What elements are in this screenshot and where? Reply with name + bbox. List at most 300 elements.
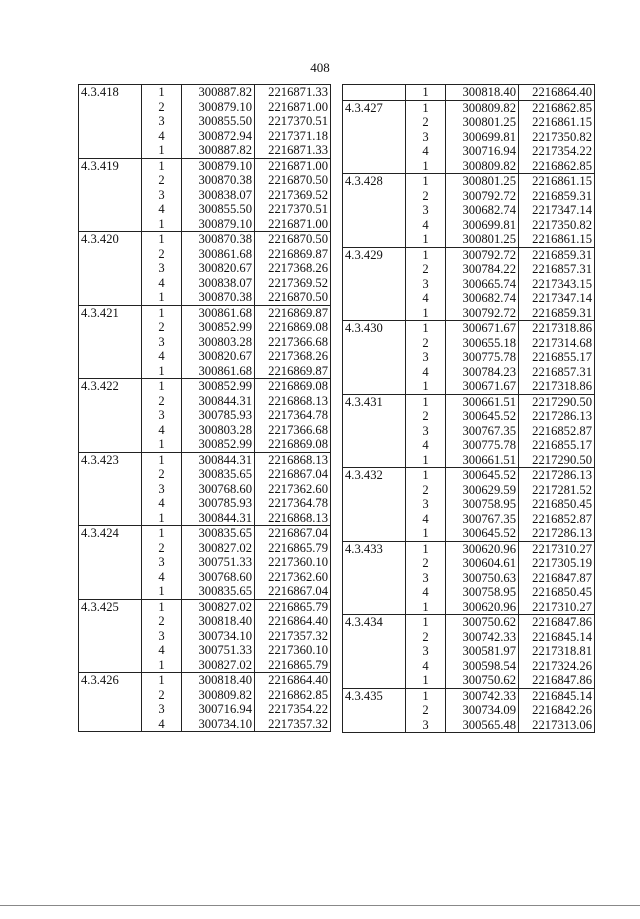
- table-row: [343, 497, 595, 512]
- table-row: [79, 511, 331, 526]
- section-number: [343, 336, 406, 351]
- y-coordinate: 2217310.27: [519, 541, 595, 556]
- point-number: 1: [406, 673, 446, 688]
- table-row: [79, 379, 331, 394]
- point-number: 1: [142, 452, 182, 467]
- y-coordinate: 2216869.08: [255, 437, 331, 452]
- x-coordinate: 300750.62: [446, 615, 519, 630]
- y-coordinate: 2216869.08: [255, 320, 331, 335]
- point-number: 4: [406, 512, 446, 527]
- point-number: 1: [406, 247, 446, 262]
- x-coordinate: 300887.82: [182, 143, 255, 158]
- section-number: [79, 702, 142, 717]
- table-row: [343, 262, 595, 277]
- point-number: 3: [406, 277, 446, 292]
- x-coordinate: 300655.18: [446, 336, 519, 351]
- section-number: [79, 290, 142, 305]
- y-coordinate: 2217364.78: [255, 496, 331, 511]
- y-coordinate: 2217286.13: [519, 409, 595, 424]
- y-coordinate: 2217366.68: [255, 335, 331, 350]
- section-number: [79, 614, 142, 629]
- table-row: [79, 467, 331, 482]
- table-row: [79, 408, 331, 423]
- y-coordinate: 2216845.14: [519, 688, 595, 703]
- x-coordinate: 300716.94: [446, 144, 519, 159]
- section-number: [79, 511, 142, 526]
- table-row: [79, 173, 331, 188]
- y-coordinate: 2217370.51: [255, 114, 331, 129]
- table-row: [79, 570, 331, 585]
- y-coordinate: 2217368.26: [255, 349, 331, 364]
- point-number: 4: [406, 585, 446, 600]
- x-coordinate: 300768.60: [182, 570, 255, 585]
- x-coordinate: 300682.74: [446, 203, 519, 218]
- section-number: [343, 409, 406, 424]
- y-coordinate: 2216859.31: [519, 247, 595, 262]
- x-coordinate: 300855.50: [182, 202, 255, 217]
- y-coordinate: 2216861.15: [519, 174, 595, 189]
- section-number: [79, 114, 142, 129]
- point-number: 4: [406, 291, 446, 306]
- point-number: 1: [406, 232, 446, 247]
- point-number: 1: [406, 379, 446, 394]
- section-number: [79, 688, 142, 703]
- table-row: [343, 144, 595, 159]
- point-number: 3: [142, 188, 182, 203]
- point-number: 2: [142, 394, 182, 409]
- table-row: [343, 174, 595, 189]
- y-coordinate: 2216862.85: [255, 688, 331, 703]
- point-number: 1: [142, 305, 182, 320]
- point-number: 3: [142, 702, 182, 717]
- table-row: [79, 335, 331, 350]
- y-coordinate: 2216867.04: [255, 584, 331, 599]
- point-number: 1: [406, 394, 446, 409]
- y-coordinate: 2216861.15: [519, 232, 595, 247]
- section-number: [343, 262, 406, 277]
- y-coordinate: 2216852.87: [519, 424, 595, 439]
- table-row: [79, 643, 331, 658]
- x-coordinate: 300820.67: [182, 349, 255, 364]
- point-number: 4: [142, 496, 182, 511]
- x-coordinate: 300699.81: [446, 130, 519, 145]
- x-coordinate: 300665.74: [446, 277, 519, 292]
- section-number: [79, 276, 142, 291]
- section-number: 4.3.425: [79, 599, 142, 614]
- table-row: [79, 584, 331, 599]
- point-number: 3: [406, 718, 446, 733]
- y-coordinate: 2217347.14: [519, 291, 595, 306]
- y-coordinate: 2217310.27: [519, 600, 595, 615]
- table-row: [79, 688, 331, 703]
- table-row: [343, 85, 595, 101]
- table-row: [79, 290, 331, 305]
- point-number: 4: [142, 202, 182, 217]
- point-number: 2: [406, 409, 446, 424]
- section-number: [343, 144, 406, 159]
- table-row: [343, 218, 595, 233]
- x-coordinate: 300620.96: [446, 541, 519, 556]
- point-number: 3: [142, 261, 182, 276]
- y-coordinate: 2216867.04: [255, 526, 331, 541]
- section-number: [343, 453, 406, 468]
- section-number: 4.3.428: [343, 174, 406, 189]
- x-coordinate: 300809.82: [182, 688, 255, 703]
- table-row: [79, 614, 331, 629]
- section-number: [79, 364, 142, 379]
- table-row: [343, 453, 595, 468]
- x-coordinate: 300784.22: [446, 262, 519, 277]
- x-coordinate: 300870.38: [182, 290, 255, 305]
- point-number: 3: [406, 424, 446, 439]
- table-row: [343, 718, 595, 733]
- section-number: [79, 173, 142, 188]
- x-coordinate: 300734.09: [446, 703, 519, 718]
- section-number: [79, 570, 142, 585]
- y-coordinate: 2216857.31: [519, 365, 595, 380]
- point-number: 2: [406, 115, 446, 130]
- y-coordinate: 2217318.86: [519, 379, 595, 394]
- y-coordinate: 2217290.50: [519, 394, 595, 409]
- y-coordinate: 2216870.50: [255, 290, 331, 305]
- table-row: [343, 585, 595, 600]
- y-coordinate: 2216850.45: [519, 497, 595, 512]
- section-number: 4.3.421: [79, 305, 142, 320]
- x-coordinate: 300758.95: [446, 585, 519, 600]
- section-number: 4.3.426: [79, 673, 142, 688]
- table-row: [79, 599, 331, 614]
- y-coordinate: 2216859.31: [519, 189, 595, 204]
- y-coordinate: 2217362.60: [255, 570, 331, 585]
- table-row: [343, 483, 595, 498]
- x-coordinate: 300682.74: [446, 291, 519, 306]
- x-coordinate: 300818.40: [446, 85, 519, 101]
- section-number: [343, 130, 406, 145]
- y-coordinate: 2217281.52: [519, 483, 595, 498]
- table-row: [79, 526, 331, 541]
- x-coordinate: 300750.63: [446, 571, 519, 586]
- point-number: 3: [142, 555, 182, 570]
- x-coordinate: 300827.02: [182, 541, 255, 556]
- y-coordinate: 2216864.40: [519, 85, 595, 101]
- x-coordinate: 300581.97: [446, 644, 519, 659]
- table-row: [79, 629, 331, 644]
- y-coordinate: 2217370.51: [255, 202, 331, 217]
- point-number: 2: [406, 483, 446, 498]
- x-coordinate: 300801.25: [446, 232, 519, 247]
- section-number: [343, 571, 406, 586]
- table-row: [343, 232, 595, 247]
- y-coordinate: 2217343.15: [519, 277, 595, 292]
- x-coordinate: 300809.82: [446, 159, 519, 174]
- y-coordinate: 2216855.17: [519, 438, 595, 453]
- section-number: 4.3.422: [79, 379, 142, 394]
- y-coordinate: 2217357.32: [255, 629, 331, 644]
- section-number: [343, 232, 406, 247]
- y-coordinate: 2216869.87: [255, 305, 331, 320]
- table-row: [343, 115, 595, 130]
- x-coordinate: 300820.67: [182, 261, 255, 276]
- section-number: 4.3.431: [343, 394, 406, 409]
- y-coordinate: 2217369.52: [255, 188, 331, 203]
- y-coordinate: 2217290.50: [519, 453, 595, 468]
- point-number: 3: [406, 203, 446, 218]
- table-row: [79, 100, 331, 115]
- section-number: [343, 703, 406, 718]
- x-coordinate: 300827.02: [182, 658, 255, 673]
- y-coordinate: 2216852.87: [519, 512, 595, 527]
- section-number: 4.3.427: [343, 100, 406, 115]
- y-coordinate: 2217368.26: [255, 261, 331, 276]
- point-number: 3: [406, 497, 446, 512]
- x-coordinate: 300699.81: [446, 218, 519, 233]
- point-number: 1: [406, 468, 446, 483]
- point-number: 1: [406, 159, 446, 174]
- y-coordinate: 2217371.18: [255, 129, 331, 144]
- table-row: [343, 409, 595, 424]
- x-coordinate: 300835.65: [182, 526, 255, 541]
- y-coordinate: 2216865.79: [255, 658, 331, 673]
- x-coordinate: 300604.61: [446, 556, 519, 571]
- x-coordinate: 300767.35: [446, 424, 519, 439]
- x-coordinate: 300785.93: [182, 496, 255, 511]
- section-number: [343, 277, 406, 292]
- point-number: 1: [142, 599, 182, 614]
- section-number: [343, 659, 406, 674]
- section-number: [343, 585, 406, 600]
- section-number: [343, 600, 406, 615]
- point-number: 1: [142, 158, 182, 173]
- x-coordinate: 300879.10: [182, 100, 255, 115]
- x-coordinate: 300565.48: [446, 718, 519, 733]
- x-coordinate: 300861.68: [182, 247, 255, 262]
- section-number: [343, 350, 406, 365]
- section-number: [343, 718, 406, 733]
- x-coordinate: 300827.02: [182, 599, 255, 614]
- point-number: 4: [406, 144, 446, 159]
- point-number: 1: [406, 600, 446, 615]
- point-number: 1: [406, 541, 446, 556]
- point-number: 3: [142, 629, 182, 644]
- table-row: [343, 673, 595, 688]
- x-coordinate: 300803.28: [182, 423, 255, 438]
- table-row: [343, 526, 595, 541]
- section-number: [343, 526, 406, 541]
- table-row: [79, 349, 331, 364]
- section-number: [343, 438, 406, 453]
- x-coordinate: 300758.95: [446, 497, 519, 512]
- y-coordinate: 2216864.40: [255, 673, 331, 688]
- x-coordinate: 300671.67: [446, 321, 519, 336]
- y-coordinate: 2217324.26: [519, 659, 595, 674]
- y-coordinate: 2217350.82: [519, 218, 595, 233]
- x-coordinate: 300801.25: [446, 115, 519, 130]
- x-coordinate: 300835.65: [182, 467, 255, 482]
- section-number: [343, 218, 406, 233]
- section-number: [79, 394, 142, 409]
- table-row: [79, 452, 331, 467]
- point-number: 1: [142, 673, 182, 688]
- x-coordinate: 300661.51: [446, 453, 519, 468]
- y-coordinate: 2216847.86: [519, 615, 595, 630]
- point-number: 1: [142, 658, 182, 673]
- y-coordinate: 2216861.15: [519, 115, 595, 130]
- y-coordinate: 2217364.78: [255, 408, 331, 423]
- y-coordinate: 2216871.00: [255, 217, 331, 232]
- table-row: [79, 217, 331, 232]
- section-number: [79, 496, 142, 511]
- section-number: [343, 483, 406, 498]
- table-row: [343, 644, 595, 659]
- table-row: [79, 143, 331, 158]
- section-number: [343, 306, 406, 321]
- x-coordinate: 300661.51: [446, 394, 519, 409]
- y-coordinate: 2216869.87: [255, 247, 331, 262]
- section-number: [79, 584, 142, 599]
- section-number: [79, 129, 142, 144]
- table-row: [79, 276, 331, 291]
- x-coordinate: 300645.52: [446, 468, 519, 483]
- table-row: [343, 541, 595, 556]
- table-row: [79, 496, 331, 511]
- section-number: 4.3.430: [343, 321, 406, 336]
- section-number: [79, 467, 142, 482]
- x-coordinate: 300803.28: [182, 335, 255, 350]
- point-number: 3: [142, 335, 182, 350]
- x-coordinate: 300838.07: [182, 188, 255, 203]
- y-coordinate: 2217354.22: [255, 702, 331, 717]
- section-number: [79, 261, 142, 276]
- point-number: 2: [406, 336, 446, 351]
- table-row: [343, 438, 595, 453]
- x-coordinate: 300671.67: [446, 379, 519, 394]
- y-coordinate: 2216847.86: [519, 673, 595, 688]
- section-number: [79, 188, 142, 203]
- point-number: 2: [406, 630, 446, 645]
- table-row: [79, 305, 331, 320]
- table-row: [79, 673, 331, 688]
- point-number: 3: [406, 130, 446, 145]
- section-number: 4.3.433: [343, 541, 406, 556]
- x-coordinate: 300879.10: [182, 217, 255, 232]
- table-row: [79, 658, 331, 673]
- table-row: [79, 555, 331, 570]
- x-coordinate: 300645.52: [446, 409, 519, 424]
- table-row: [343, 336, 595, 351]
- table-row: [343, 394, 595, 409]
- x-coordinate: 300887.82: [182, 85, 255, 100]
- section-number: [343, 291, 406, 306]
- table-row: [79, 129, 331, 144]
- table-row: [79, 202, 331, 217]
- point-number: 4: [406, 659, 446, 674]
- x-coordinate: 300767.35: [446, 512, 519, 527]
- x-coordinate: 300645.52: [446, 526, 519, 541]
- point-number: 1: [142, 379, 182, 394]
- table-row: [79, 188, 331, 203]
- y-coordinate: 2216864.40: [255, 614, 331, 629]
- point-number: 2: [142, 320, 182, 335]
- y-coordinate: 2217305.19: [519, 556, 595, 571]
- section-number: [343, 85, 406, 101]
- table-row: [343, 306, 595, 321]
- y-coordinate: 2216859.31: [519, 306, 595, 321]
- point-number: 2: [142, 100, 182, 115]
- table-row: [343, 688, 595, 703]
- section-number: [343, 115, 406, 130]
- y-coordinate: 2216868.13: [255, 452, 331, 467]
- point-number: 1: [406, 688, 446, 703]
- y-coordinate: 2216868.13: [255, 394, 331, 409]
- point-number: 1: [406, 100, 446, 115]
- y-coordinate: 2216871.33: [255, 85, 331, 100]
- table-row: [343, 100, 595, 115]
- section-number: [343, 189, 406, 204]
- y-coordinate: 2217366.68: [255, 423, 331, 438]
- point-number: 1: [406, 85, 446, 101]
- point-number: 2: [406, 556, 446, 571]
- y-coordinate: 2216871.00: [255, 158, 331, 173]
- x-coordinate: 300879.10: [182, 158, 255, 173]
- point-number: 4: [406, 365, 446, 380]
- x-coordinate: 300598.54: [446, 659, 519, 674]
- point-number: 1: [406, 615, 446, 630]
- y-coordinate: 2217362.60: [255, 482, 331, 497]
- x-coordinate: 300784.23: [446, 365, 519, 380]
- y-coordinate: 2216871.33: [255, 143, 331, 158]
- y-coordinate: 2216869.08: [255, 379, 331, 394]
- table-row: [343, 703, 595, 718]
- point-number: 2: [142, 688, 182, 703]
- y-coordinate: 2216862.85: [519, 100, 595, 115]
- section-number: [343, 379, 406, 394]
- table-row: [343, 424, 595, 439]
- section-number: [343, 365, 406, 380]
- x-coordinate: 300852.99: [182, 320, 255, 335]
- section-number: 4.3.419: [79, 158, 142, 173]
- y-coordinate: 2216857.31: [519, 262, 595, 277]
- table-row: [79, 320, 331, 335]
- point-number: 1: [406, 174, 446, 189]
- section-number: [79, 349, 142, 364]
- section-number: [79, 437, 142, 452]
- x-coordinate: 300742.33: [446, 688, 519, 703]
- y-coordinate: 2217360.10: [255, 555, 331, 570]
- x-coordinate: 300775.78: [446, 350, 519, 365]
- table-row: [343, 203, 595, 218]
- section-number: [343, 644, 406, 659]
- point-number: 4: [142, 349, 182, 364]
- point-number: 2: [406, 703, 446, 718]
- section-number: [343, 424, 406, 439]
- y-coordinate: 2217314.68: [519, 336, 595, 351]
- table-row: [343, 350, 595, 365]
- table-row: [343, 556, 595, 571]
- point-number: 4: [142, 129, 182, 144]
- y-coordinate: 2216850.45: [519, 585, 595, 600]
- section-number: [79, 423, 142, 438]
- section-number: 4.3.418: [79, 85, 142, 100]
- x-coordinate: 300872.94: [182, 129, 255, 144]
- section-number: [343, 497, 406, 512]
- table-row: [79, 85, 331, 100]
- point-number: 4: [406, 438, 446, 453]
- table-row: [343, 615, 595, 630]
- table-row: [343, 600, 595, 615]
- y-coordinate: 2217286.13: [519, 468, 595, 483]
- y-coordinate: 2216847.87: [519, 571, 595, 586]
- table-row: [79, 717, 331, 732]
